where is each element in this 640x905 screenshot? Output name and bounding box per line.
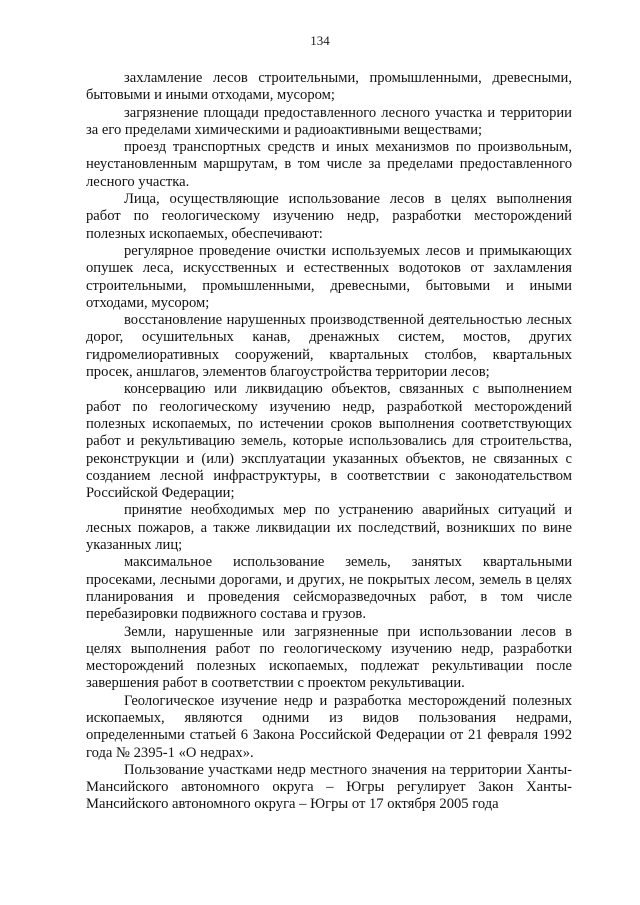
paragraph-2: загрязнение площади предоставленного лесного участка и территории за его пределами химическими и радиоактивными веществами; (86, 104, 572, 138)
paragraph-9: максимальное использование земель, занятых квартальными просеками, лесными дорогами, и других, не покрытых лесом, земель в целях планирования и проведения сейсморазведочных работ, в том числе перебазировки подвижного состава и грузов. (86, 554, 572, 623)
paragraph-5: регулярное проведение очистки используемых лесов и примыкающих опушек леса, искусственных и естественных водотоков от захламления строительными, промышленными, древесными, бытовыми и иными отходами, мусором; (86, 242, 572, 311)
paragraph-10: Земли, нарушенные или загрязненные при использовании лесов в целях выполнения работ по геологическому изучению недр, разработки месторождений полезных ископаемых, подлежат рекультивации после завершения работ в соответствии с проектом рекультивации. (86, 623, 572, 692)
page-number: 134 (310, 33, 330, 48)
paragraph-1: захламление лесов строительными, промышленными, древесными, бытовыми и иными отходами, мусором; (86, 70, 572, 104)
paragraph-7: консервацию или ликвидацию объектов, связанных с выполнением работ по геологическому изучению недр, разработкой месторождений полезных ископаемых, по истечении сроков выполнения соответствующих работ и рекультивацию земель, которые использовались для строительства, реконструкции и (или) эксплуатации указанных объектов, не связанных с созданием лесной инфраструктуры, в соответствии с законодательством Российской Федерации; (86, 381, 572, 502)
paragraph-6: восстановление нарушенных производственной деятельностью лесных дорог, осушительных канав, дренажных систем, мостов, других гидромелиоративных сооружений, квартальных столбов, квартальных просек, аншлагов, элементов благоустройства территории лесов; (86, 312, 572, 381)
paragraph-3: проезд транспортных средств и иных механизмов по произвольным, неустановленным маршрутам, в том числе за пределами предоставленного лесного участка. (86, 139, 572, 190)
paragraph-4: Лица, осуществляющие использование лесов в целях выполнения работ по геологическому изучению недр, разработки месторождений полезных ископаемых, обеспечивают: (86, 191, 572, 242)
paragraph-12: Пользование участками недр местного значения на территории Ханты-Мансийского автономного округа – Югры регулирует Закон Ханты-Мансийского автономного округа – Югры от 17 октября 2005 года (86, 761, 572, 813)
paragraph-11: Геологическое изучение недр и разработка месторождений полезных ископаемых, являются одними из видов пользования недрами, определенными статьей 6 Закона Российской Федерации от 21 февраля 1992 года № 2395-1 «О недрах». (86, 692, 572, 761)
document-body (86, 70, 572, 814)
paragraph-8: принятие необходимых мер по устранению аварийных ситуаций и лесных пожаров, а также ликвидации их последствий, возникших по вине указанных лиц; (86, 502, 572, 554)
